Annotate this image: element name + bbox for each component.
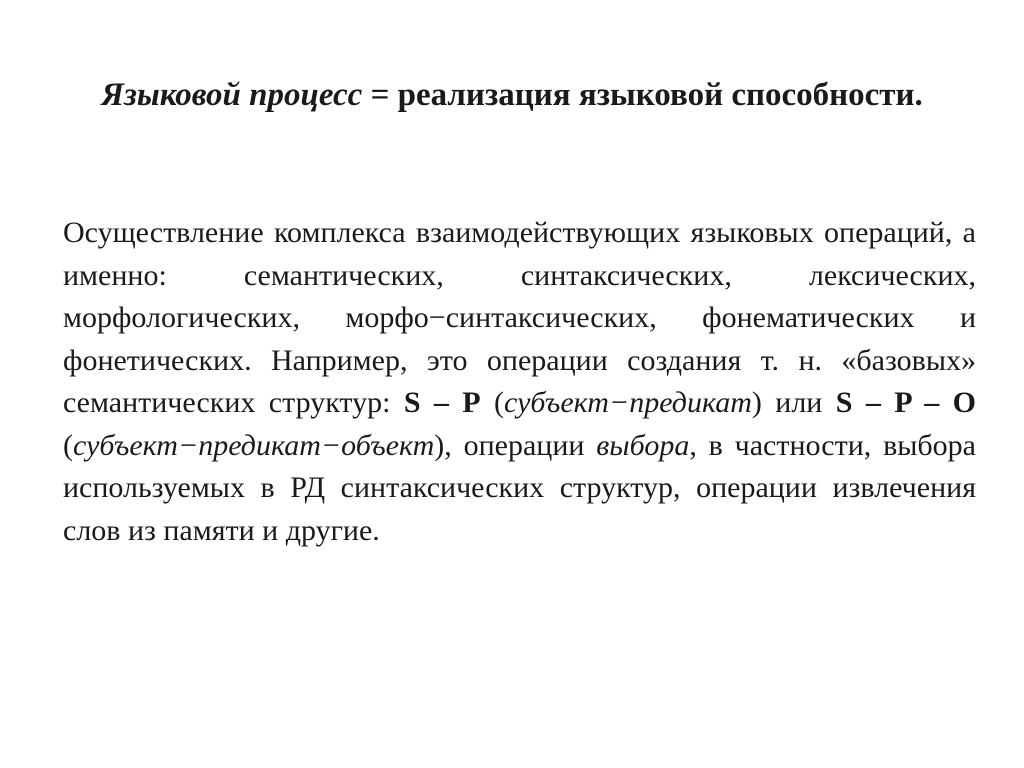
title-definition: = реализация языковой способности. (362, 77, 923, 113)
formula-s-p: S – P (403, 386, 481, 419)
gloss-subject-predicate: субъект−предикат (504, 386, 752, 419)
body-paragraph (63, 212, 976, 552)
gloss-subject-predicate-object: субъект−предикат−объект (73, 428, 435, 462)
text-segment-1: Осуществление комплекса взаимодействующих языковых операций, а именно: семантических, синтаксических, лексических, морфологических, морфо−синтаксических, фонематических и фонетических. Например, это операции создания т. н. «базовых» семантических структур: (63, 216, 976, 419)
title-term: Языковой процесс (101, 77, 363, 113)
text-segment-3: ) или (751, 386, 836, 419)
text-segment-6: , в частности, выбора используемых в РД синтаксических структур, операции извлечения слов из памяти и другие. (63, 428, 976, 547)
text-segment-2: ( (480, 386, 504, 419)
text-segment-5: ), операции (434, 428, 597, 462)
text-segment-4: ( (63, 428, 73, 462)
emphasis-choice: выбора (596, 428, 690, 462)
slide-title (100, 73, 924, 117)
formula-s-p-o: S – P – O (835, 386, 976, 419)
